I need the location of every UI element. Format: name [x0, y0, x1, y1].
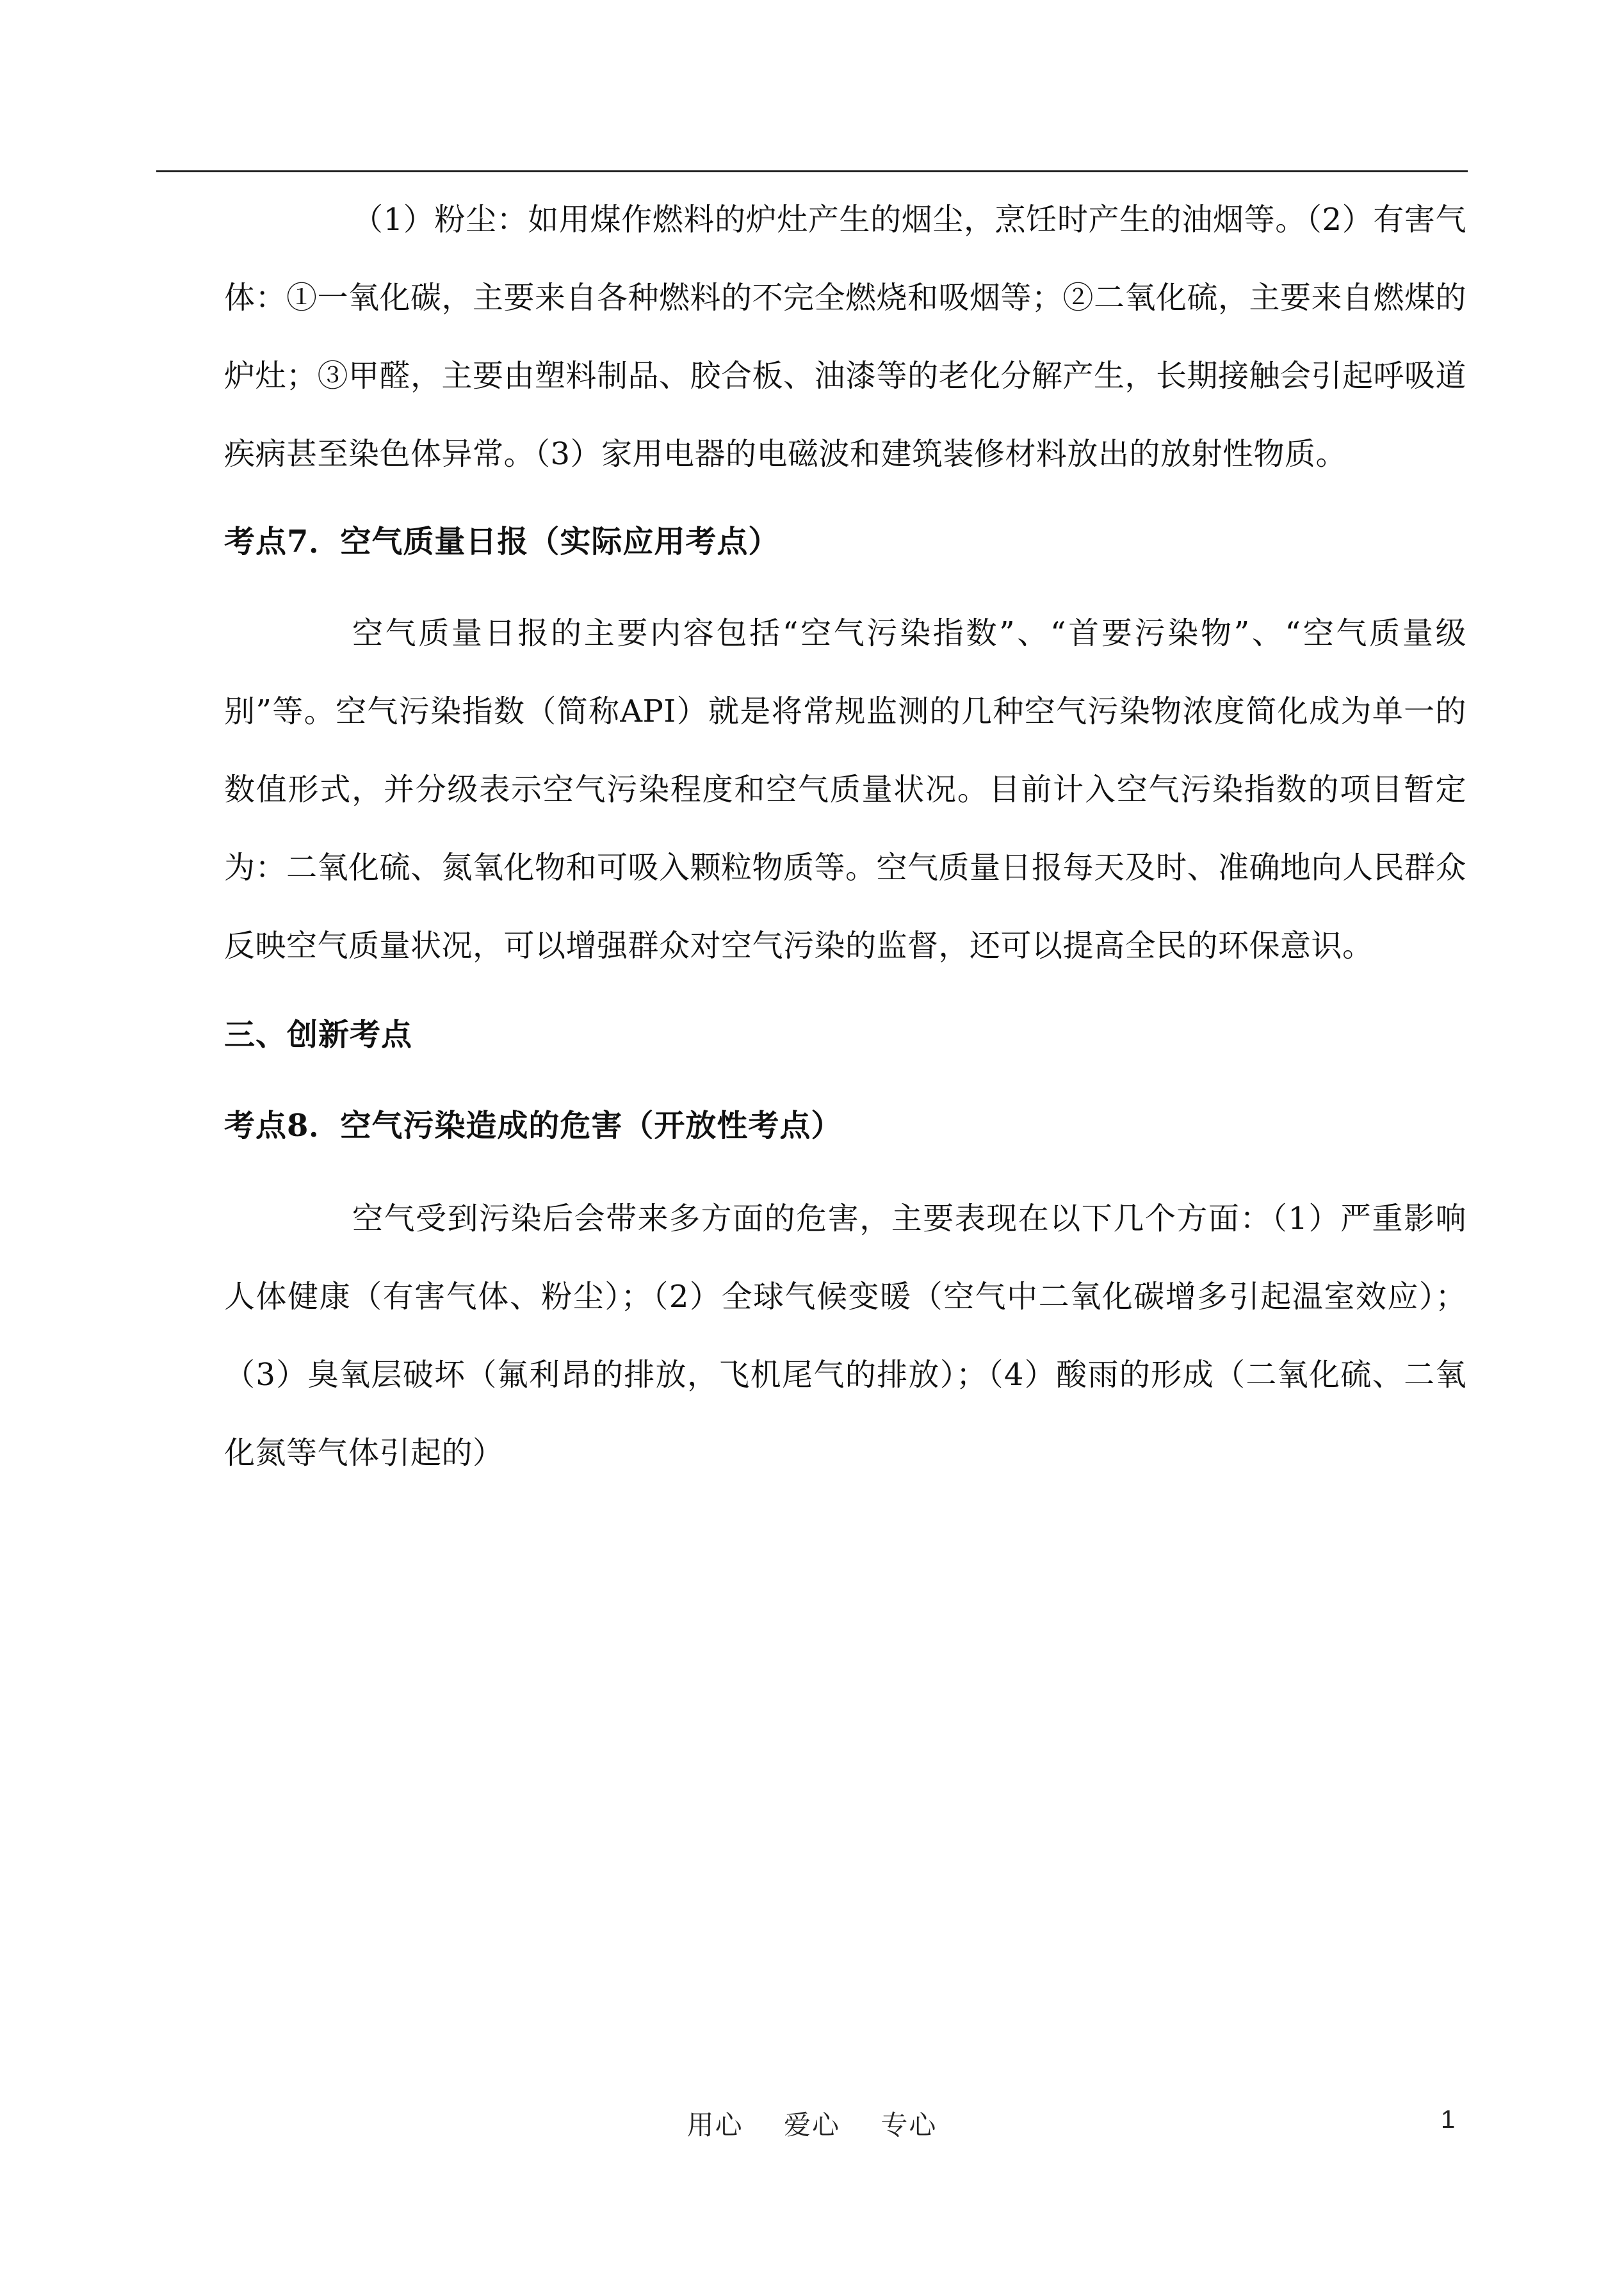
footer-motto-item: 用心 [686, 2109, 743, 2141]
footer-motto [0, 2104, 1624, 2143]
document-body [224, 181, 1466, 1492]
heading-kaodian-8: 考点8．空气污染造成的危害（开放性考点） [224, 1108, 843, 1144]
paragraph-pollution-harms: 空气受到污染后会带来多方面的危害，主要表现在以下几个方面：（1）严重影响人体健康（有害气体、粉尘）；（2）全球气候变暖（空气中二氧化碳增多引起温室效应）；（3）臭氧层破坏（氟利昂的排放，飞机尾气的排放）；（4）酸雨的形成（二氧化硫、二氧化氮等气体引起的） [224, 1201, 1466, 1471]
footer-motto-item: 专心 [881, 2109, 938, 2141]
heading-section-3: 三、创新考点 [224, 1017, 413, 1053]
paragraph-air-quality-report: 空气质量日报的主要内容包括“空气污染指数”、“首要污染物”、“空气质量级别”等。空气污染指数（简称API）就是将常规监测的几种空气污染物浓度简化成为单一的数值形式，并分级表示空气污染程度和空气质量状况。目前计入空气污染指数的项目暂定为：二氧化硫、氮氧化物和可吸入颗粒物质等。空气质量日报每天及时、准确地向人民群众反映空气质量状况，可以增强群众对空气污染的监督，还可以提高全民的环保意识。 [224, 615, 1467, 964]
footer-motto-item: 爱心 [783, 2109, 840, 2141]
header-rule [156, 170, 1468, 172]
page-number: 1 [1441, 2105, 1456, 2134]
paragraph-pollutants: （1）粉尘：如用煤作燃料的炉灶产生的烟尘，烹饪时产生的油烟等。（2）有害气体：①一氧化碳，主要来自各种燃料的不完全燃烧和吸烟等；②二氧化硫，主要来自燃煤的炉灶；③甲醛，主要由塑料制品、胶合板、油漆等的老化分解产生，长期接触会引起呼吸道疾病甚至染色体异常。（3）家用电器的电磁波和建筑装修材料放出的放射性物质。 [224, 202, 1467, 472]
heading-kaodian-7: 考点7．空气质量日报（实际应用考点） [224, 524, 780, 560]
